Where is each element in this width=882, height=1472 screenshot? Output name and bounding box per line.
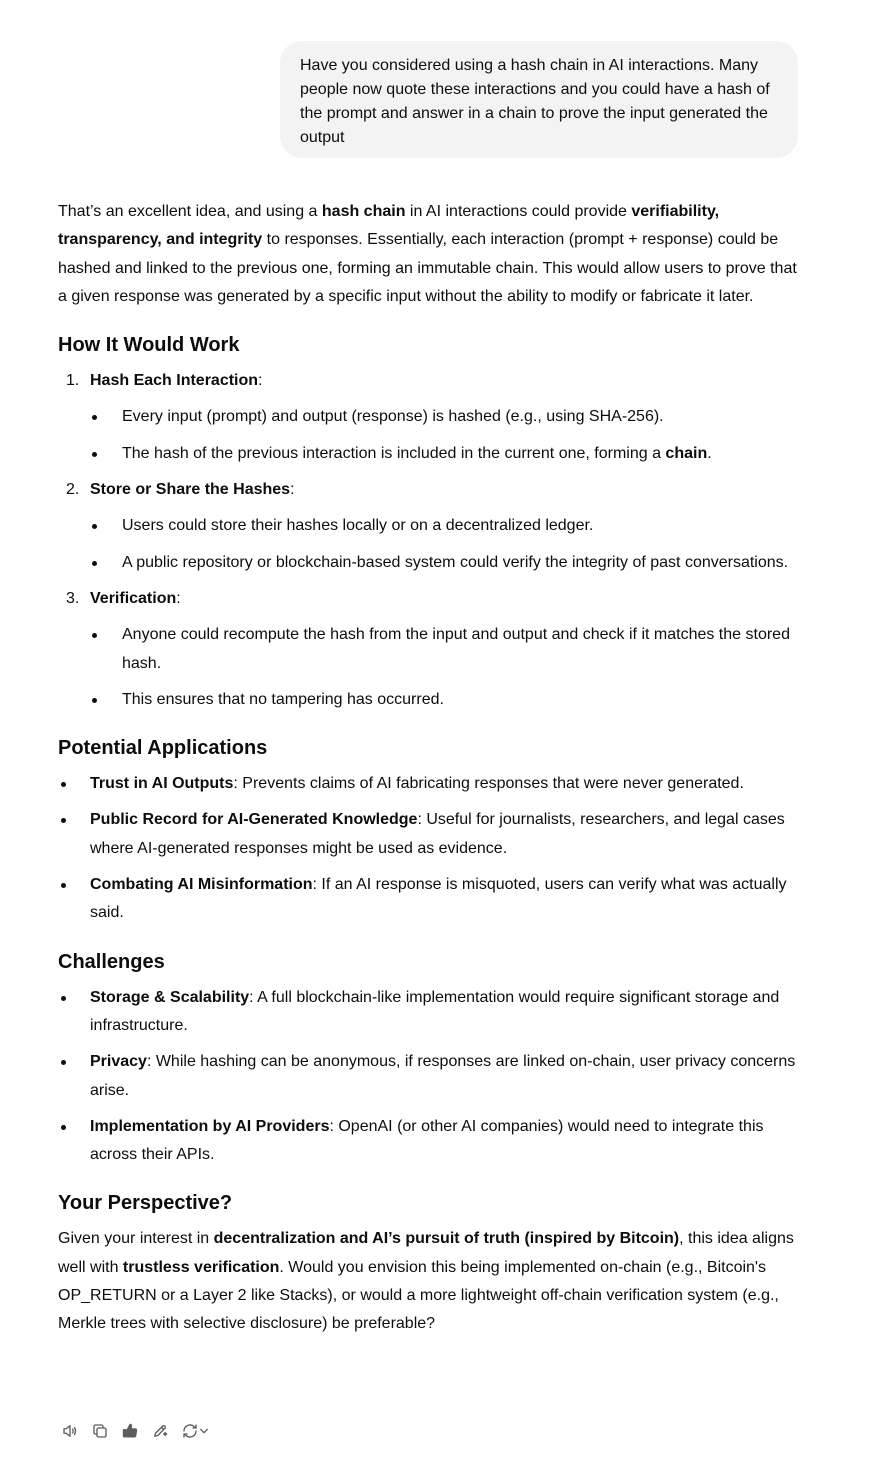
list-item [90,440,803,468]
item-bold: Implementation by AI Providers [90,1117,330,1135]
intro-bold-2: verifiability, transparency, and integrity [58,203,720,249]
item-bold: Storage & Scalability [90,988,250,1006]
perspective-text-1: Given your interest in [58,1230,214,1248]
item-text: : While hashing can be anonymous, if responses are linked on-chain, user privacy concerns arise. [90,1053,796,1099]
perspective-bold-2: trustless verification [122,1258,280,1276]
item-bold: Trust in AI Outputs [90,775,234,793]
bullet-text: A public repository or blockchain-based system could verify the integrity of past conversations. [122,553,789,571]
bullet-tail: . [707,444,712,462]
read-aloud-button[interactable] [58,1419,82,1443]
list-item [90,403,803,431]
challenges-heading: Challenges [58,950,165,973]
challenges-list [58,984,803,1170]
step-item [58,476,803,577]
intro-text-1: That’s an excellent idea, and using a [58,203,322,220]
edit-in-canvas-button[interactable] [148,1419,172,1443]
list-item [90,512,803,540]
step-number: 3. [66,589,80,607]
how-steps [58,367,803,714]
bullet-text: Every input (prompt) and output (response) is hashed (e.g., using SHA-256). [122,408,664,426]
step-colon: : [290,481,295,499]
list-item [90,549,803,577]
step-title: Store or Share the Hashes [90,481,291,499]
list-item [58,770,803,798]
item-text: : OpenAI (or other AI companies) would need to integrate this across their APIs. [90,1117,764,1164]
read-aloud-icon [61,1422,79,1440]
bullet-text: The hash of the previous interaction is included in the current one, forming a [122,444,666,462]
list-item [58,1048,803,1105]
intro-text-3: to responses. Essentially, each interaction (prompt + response) could be hashed and linked to the previous one, forming an immutable chain. This would allow users to prove that a given response was generated by a specific input without the ability to modify or fabricate it later. [58,231,797,305]
message-actions [58,1419,212,1443]
step-number: 2. [66,481,80,499]
bullet-text: Anyone could recompute the hash from the input and output and check if it matches the stored hash. [122,626,790,672]
step-item [58,367,803,468]
user-message-bubble [280,41,798,158]
intro-paragraph [58,198,803,311]
bullet-text: Users could store their hashes locally or on a decentralized ledger. [122,517,594,535]
step-number: 1. [66,372,80,390]
how-heading: How It Would Work [58,334,240,357]
perspective-text-3: . Would you envision this being implemented on-chain (e.g., Bitcoin's OP_RETURN or a Layer 2 like Stacks), or would a more lightweight off-chain verification system (e.g., Merkle trees with selective disclosure) be preferable? [58,1258,779,1333]
applications-heading: Potential Applications [58,737,268,760]
assistant-message [58,198,803,1339]
thumbs-up-icon [121,1422,139,1440]
item-text: : If an AI response is misquoted, users can verify what was actually said. [90,876,787,922]
edit-icon [151,1422,169,1440]
chevron-down-icon [199,1426,209,1436]
list-item [58,984,803,1041]
intro-bold-1: hash chain [321,203,406,220]
list-item [58,871,803,928]
copy-icon [91,1422,109,1440]
step-colon: : [258,372,263,390]
perspective-heading: Your Perspective? [58,1192,233,1215]
user-message-text: Have you considered using a hash chain in AI interactions. Many people now quote these interactions and you could have a hash of the prompt and answer in a chain to prove the input generated the output [300,57,770,146]
bullet-bold: chain [665,444,708,462]
step-title: Hash Each Interaction [90,372,259,390]
bullet-text: This ensures that no tampering has occurred. [122,690,444,708]
copy-button[interactable] [88,1419,112,1443]
good-response-button[interactable] [118,1419,142,1443]
regenerate-icon [181,1422,199,1440]
intro-text-2: in AI interactions could provide [405,203,632,220]
item-text: : A full blockchain-like implementation would require significant storage and infrastructure. [90,988,780,1034]
list-item [58,1113,803,1170]
perspective-paragraph [58,1225,803,1338]
item-bold: Combating AI Misinformation [90,876,313,894]
step-bullets [90,512,803,577]
item-text: : Useful for journalists, researchers, and legal cases where AI-generated responses might be used as evidence. [90,811,785,857]
step-colon: : [176,589,181,607]
item-bold: Public Record for AI-Generated Knowledge [90,811,418,829]
step-bullets [90,403,803,468]
item-text: : Prevents claims of AI fabricating responses that were never generated. [233,775,744,793]
applications-list [58,770,803,927]
list-item [90,686,803,714]
step-item [58,585,803,714]
list-item [90,621,803,678]
step-title: Verification [90,589,177,607]
perspective-bold-1: decentralization and AI’s pursuit of truth (inspired by Bitcoin) [213,1230,680,1248]
item-bold: Privacy [90,1053,147,1071]
step-bullets [90,621,803,714]
perspective-text-2: , this idea aligns well with [58,1230,794,1276]
regenerate-button[interactable] [178,1419,212,1443]
list-item [58,806,803,863]
